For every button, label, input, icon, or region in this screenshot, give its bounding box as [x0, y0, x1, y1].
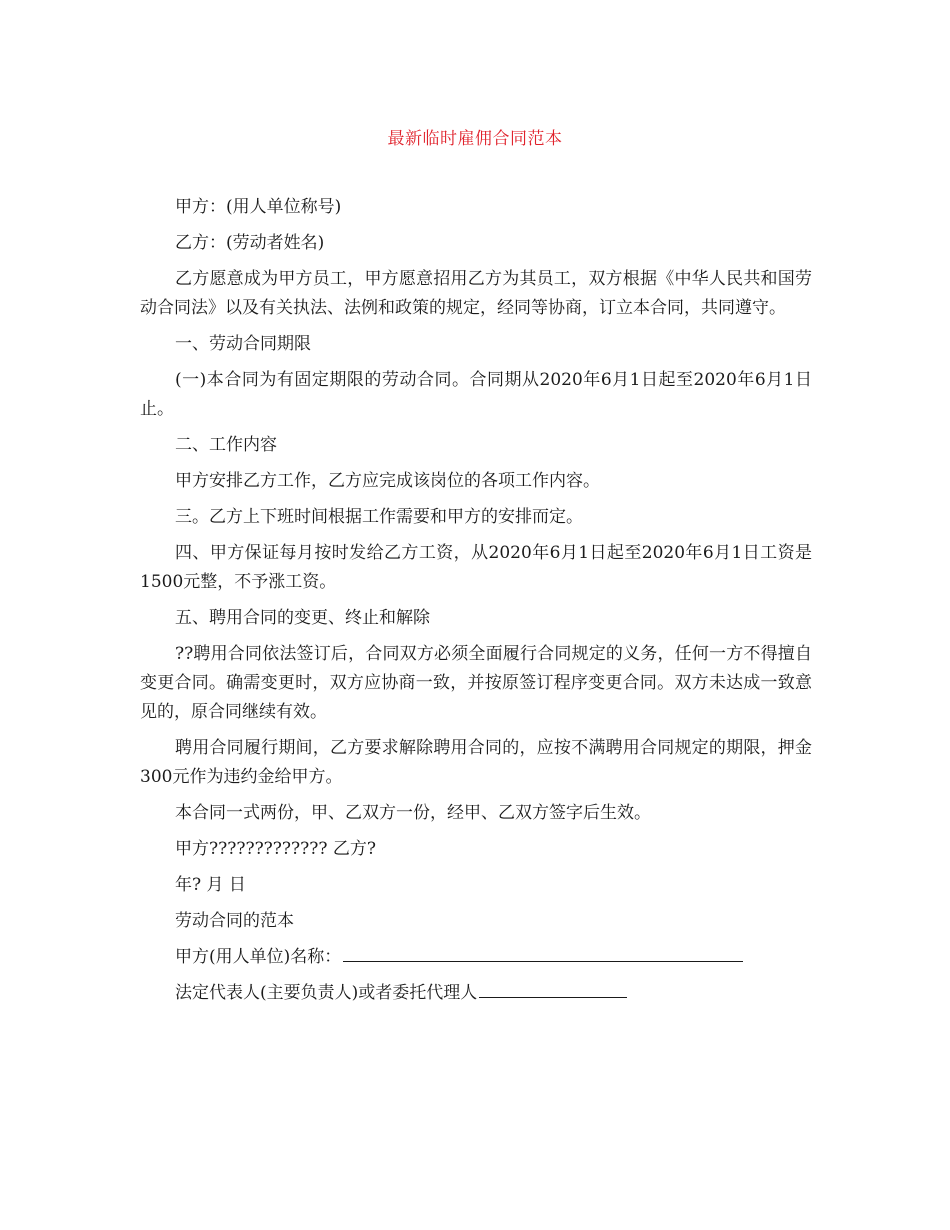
template-heading: 劳动合同的范本	[175, 911, 294, 931]
section-heading-change: 五、聘用合同的变更、终止和解除	[175, 608, 430, 628]
document-body	[140, 193, 812, 1015]
term-paragraph: (一)本合同为有固定期限的劳动合同。合同期从2020年6月1日起至2020年6月1日止。	[140, 370, 812, 419]
employer-name-label: 甲方(用人单位)名称：	[175, 947, 342, 967]
representative-label: 法定代表人(主要负责人)或者委托代理人	[175, 983, 478, 1003]
change-paragraph: ??聘用合同依法签订后，合同双方必须全面履行合同规定的义务，任何一方不得擅自变更合同。确需变更时，双方应协商一致，并按原签订程序变更合同。双方未达成一致意见的，原合同继续有效。	[140, 644, 812, 722]
employer-name-blank	[343, 943, 743, 962]
salary-paragraph: 四、甲方保证每月按时发给乙方工资，从2020年6月1日起至2020年6月1日工资是1500元整，不予涨工资。	[140, 543, 812, 592]
copies-paragraph: 本合同一式两份，甲、乙双方一份，经甲、乙双方签字后生效。	[175, 803, 651, 823]
party-a-line: 甲方：(用人单位称号)	[175, 197, 342, 217]
representative-line	[140, 979, 812, 1008]
party-b-line: 乙方：(劳动者姓名)	[175, 233, 325, 253]
representative-blank	[479, 979, 627, 998]
hours-paragraph: 三。乙方上下班时间根据工作需要和甲方的安排而定。	[175, 507, 583, 527]
date-line: 年? 月 日	[175, 875, 246, 895]
section-heading-term: 一、劳动合同期限	[175, 334, 311, 354]
employer-name-line	[140, 943, 812, 972]
intro-paragraph: 乙方愿意成为甲方员工，甲方愿意招用乙方为其员工，双方根据《中华人民共和国劳动合同法》以及有关执法、法例和政策的规定，经同等协商，订立本合同，共同遵守。	[140, 269, 812, 318]
termination-paragraph: 聘用合同履行期间，乙方要求解除聘用合同的，应按不满聘用合同规定的期限，押金300元作为违约金给甲方。	[140, 738, 812, 787]
section-heading-work: 二、工作内容	[175, 435, 277, 455]
document-title: 最新临时雇佣合同范本	[387, 129, 563, 149]
signature-line: 甲方????????????? 乙方?	[175, 839, 377, 859]
work-paragraph: 甲方安排乙方工作，乙方应完成该岗位的各项工作内容。	[175, 471, 600, 491]
